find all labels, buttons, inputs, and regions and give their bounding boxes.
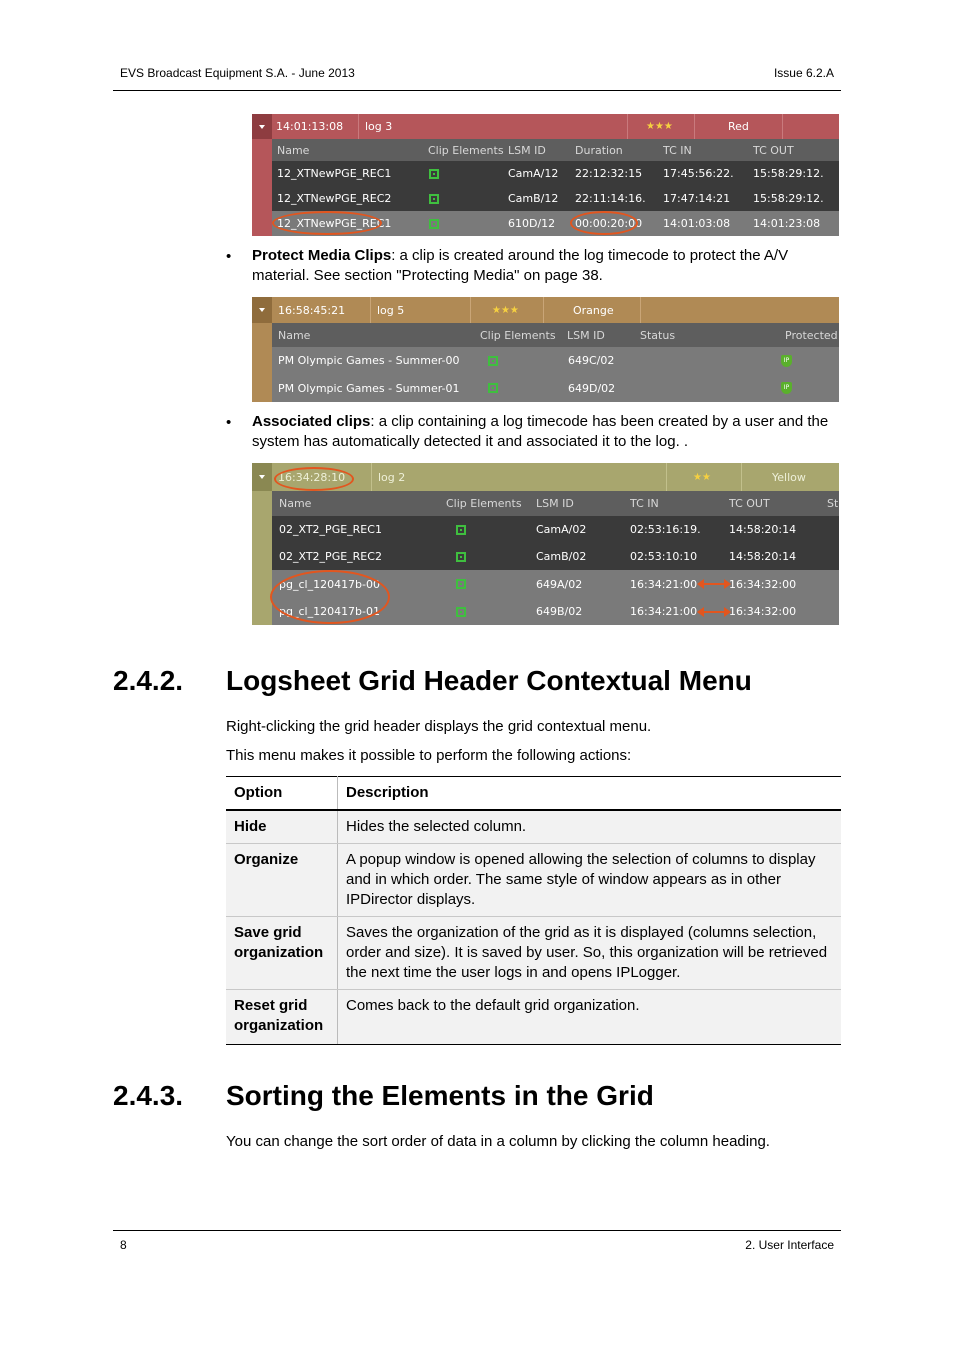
section-number: 2.4.3. [113,1080,184,1111]
log-color-label: Red [728,120,749,133]
log-grid-screenshot-yellow [252,463,839,625]
log-grid-screenshot-orange [252,297,839,402]
annotation-oval [272,211,382,235]
lsm-id: CamB/02 [536,550,587,563]
grid-column-header[interactable] [252,323,839,347]
table-row[interactable] [252,186,839,211]
rating-stars-icon: ★★ [693,471,711,483]
tc-out: 14:58:20:14 [729,550,797,563]
option-description: Comes back to the default grid organization. [338,990,842,1045]
option-name: Hide [226,810,338,844]
log-timecode: 14:01:13:08 [276,120,344,133]
bullet-text: : a clip is created around the log timecode to protect the A/V material. See section "Protecting Media" on page 38. [252,247,789,284]
column-header-clip-elements[interactable]: Clip Elements [446,497,522,510]
duration: 22:12:32:15 [575,167,643,180]
column-header-lsm-id[interactable]: LSM ID [508,143,546,157]
tc-in: 16:34:21:00 [630,605,698,618]
protected-shield-icon: IP [781,382,792,394]
clip-name: 12_XTNewPGE_REC2 [277,192,392,205]
footer-rule [113,1230,841,1231]
bullet-text: : a clip containing a log timecode has been created by a user and the system has automatically detected it and associated it to the log. . [252,413,829,450]
column-header-name[interactable]: Name [279,497,312,510]
column-header-clip-elements[interactable]: Clip Elements [428,143,504,157]
expand-toggle[interactable] [252,297,272,323]
footer-section: 2. User Interface [745,1238,834,1252]
clip-name: PM Olympic Games - Summer-01 [278,381,460,395]
clip-element-icon [488,383,498,393]
lsm-id: CamA/02 [536,523,587,536]
section-title: Sorting the Elements in the Grid [226,1080,654,1111]
chevron-down-icon [259,308,265,312]
double-arrow-icon [703,611,725,613]
bullet-associated-clips [252,412,844,452]
section-number: 2.4.2. [113,665,184,696]
log-name: log 3 [365,120,393,133]
clip-name: pg_cl_120417b-01 [279,605,381,618]
option-description: Saves the organization of the grid as it is displayed (columns selection, order and size). It is saved by user. So, this organization will be retrieved the next time the user logs in and opens IPLogger. [338,917,842,990]
column-header-tc-out[interactable]: TC OUT [729,497,770,510]
bullet-marker: • [226,414,232,431]
duration: 22:11:14:16. [575,192,646,205]
tc-in: 16:34:21:00 [630,577,698,591]
clip-element-icon [429,194,439,204]
table-row [226,917,841,990]
clip-element-icon [429,169,439,179]
column-header-clip-elements[interactable]: Clip Elements [480,328,556,342]
section-title: Logsheet Grid Header Contextual Menu [226,665,752,696]
column-header-option: Option [226,777,338,811]
lsm-id: 610D/12 [508,217,556,230]
tc-out: 15:58:29:12. [753,192,824,205]
column-header-status[interactable]: St [827,497,839,510]
rating-stars-icon: ★★★ [646,121,673,132]
page-header-left: EVS Broadcast Equipment S.A. - June 2013 [120,66,355,80]
page-header-right: Issue 6.2.A [773,66,834,80]
paragraph: You can change the sort order of data in a column by clicking the column heading. [226,1133,770,1150]
log-name: log 2 [378,470,406,484]
log-header-row[interactable] [252,297,839,323]
chevron-down-icon [259,125,265,129]
log-color-label: Orange [573,303,614,317]
bullet-marker: • [226,248,232,265]
bullet-label: Protect Media Clips [252,247,392,264]
tc-out: 14:58:20:14 [729,523,797,536]
table-row [226,990,841,1045]
tc-out: 16:34:32:00 [729,577,797,591]
log-timecode: 16:58:45:21 [278,303,346,317]
lsm-id: 649D/02 [568,381,616,395]
clip-name: pg_cl_120417b-00 [279,577,381,591]
lsm-id: 649C/02 [568,354,615,367]
column-header-tc-out[interactable]: TC OUT [753,143,794,157]
log-timecode: 16:34:28:10 [278,470,346,484]
grid-column-header[interactable] [252,491,839,516]
column-header-status[interactable]: Status [640,328,676,342]
clip-element-icon [456,552,466,562]
annotation-oval [274,467,354,491]
tc-out: 16:34:32:00 [729,605,797,618]
column-header-lsm-id[interactable]: LSM ID [536,497,574,510]
table-row[interactable] [252,374,839,402]
table-row [226,844,841,917]
column-header-name[interactable]: Name [277,143,310,157]
clip-element-icon [488,356,498,366]
table-row[interactable] [252,161,839,186]
clip-element-icon [429,219,439,229]
paragraph: This menu makes it possible to perform the following actions: [226,747,632,764]
column-header-lsm-id[interactable]: LSM ID [567,328,605,342]
tc-in: 17:45:56:22. [663,167,734,180]
expand-toggle[interactable] [252,114,272,139]
clip-element-icon [456,579,466,589]
log-name: log 5 [377,303,405,317]
protected-shield-icon: IP [781,355,792,367]
options-table [226,776,841,1045]
clip-element-icon [456,525,466,535]
chevron-down-icon [259,475,265,479]
tc-in: 14:01:03:08 [663,217,731,230]
column-header-name[interactable]: Name [278,328,311,342]
lsm-id: 649B/02 [536,605,583,618]
bullet-label: Associated clips [252,413,371,430]
log-header-row[interactable] [252,114,839,139]
option-name: Organize [226,844,338,917]
tc-in: 17:47:14:21 [663,192,731,205]
double-arrow-icon [703,583,725,585]
log-color-label: Yellow [772,470,806,484]
table-row[interactable] [252,347,839,374]
header-rule [113,90,841,91]
lsm-id: CamA/12 [508,167,559,180]
clip-name: PM Olympic Games - Summer-00 [278,354,460,367]
tc-in: 02:53:16:19. [630,523,701,536]
clip-name: 02_XT2_PGE_REC1 [279,523,382,536]
column-header-duration[interactable]: Duration [575,143,623,157]
clip-name: 12_XTNewPGE_REC1 [277,167,392,180]
rating-stars-icon: ★★★ [492,304,519,316]
table-row [226,810,841,844]
tc-out: 14:01:23:08 [753,217,821,230]
lsm-id: CamB/12 [508,192,559,205]
column-header-protected[interactable]: Protected [785,328,838,342]
option-description: Hides the selected column. [338,810,842,844]
paragraph: Right-clicking the grid header displays the grid contextual menu. [226,718,652,735]
grid-column-header[interactable] [252,139,839,161]
option-name: Save grid organization [226,917,338,990]
tc-in: 02:53:10:10 [630,550,698,563]
option-description: A popup window is opened allowing the selection of columns to display and in which order. The same style of window appears as in other IPDirector displays. [338,844,842,917]
page-number: 8 [120,1238,127,1252]
table-row[interactable] [252,516,839,543]
option-name: Reset grid organization [226,990,338,1045]
annotation-oval [270,570,390,624]
clip-element-icon [456,607,466,617]
expand-toggle[interactable] [252,463,272,491]
table-row[interactable] [252,543,839,570]
table-header-row [226,777,841,811]
tc-out: 15:58:29:12. [753,167,824,180]
column-header-tc-in[interactable]: TC IN [630,497,659,510]
log-grid-screenshot-red [252,114,839,236]
duration: 00:00:20:00 [575,217,643,230]
clip-name: 02_XT2_PGE_REC2 [279,550,382,563]
column-header-description: Description [338,777,842,811]
column-header-tc-in[interactable]: TC IN [663,143,692,157]
clip-name: 12_XTNewPGE_REC1 [277,217,392,230]
annotation-oval [570,211,638,235]
lsm-id: 649A/02 [536,577,583,591]
bullet-protect-media-clips [252,246,844,286]
